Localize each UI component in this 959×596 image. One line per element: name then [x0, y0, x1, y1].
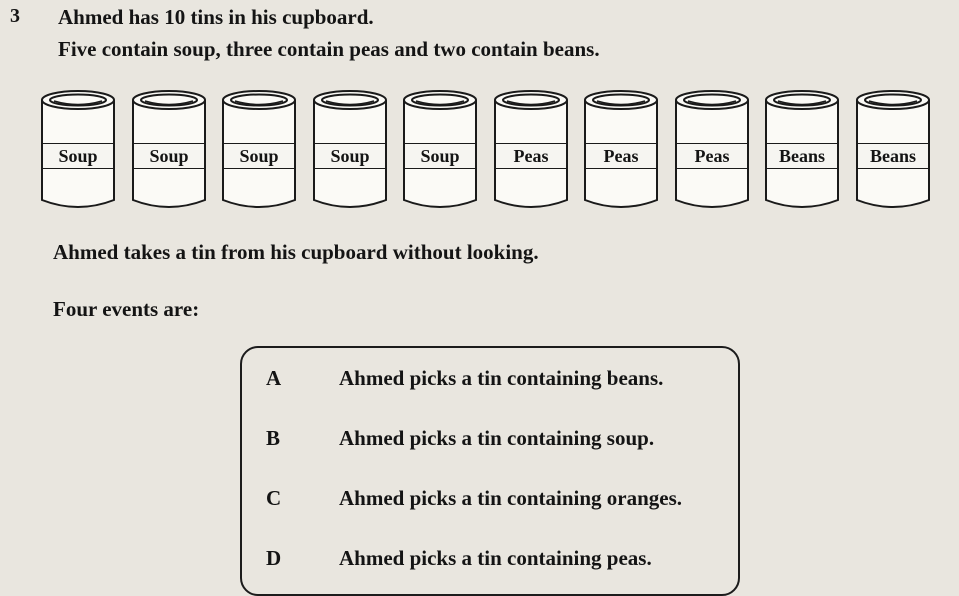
tin-can — [583, 88, 659, 212]
event-row-c — [242, 486, 742, 516]
event-text: Ahmed picks a tin containing peas. — [339, 546, 652, 570]
events-intro: Four events are: — [53, 297, 200, 321]
event-text: Ahmed picks a tin containing oranges. — [339, 486, 683, 510]
tin-label: Soup — [42, 143, 114, 169]
tin-label: Beans — [857, 143, 929, 169]
tin-can — [493, 88, 569, 212]
tin-can — [221, 88, 297, 212]
tin-label: Soup — [223, 143, 295, 169]
event-row-b — [242, 426, 742, 456]
event-letter: C — [266, 486, 282, 510]
event-row-a — [242, 366, 742, 396]
question-stem-line-1: Ahmed has 10 tins in his cupboard. — [58, 5, 374, 29]
event-letter: D — [266, 546, 282, 570]
tin-label: Soup — [314, 143, 386, 169]
event-letter: B — [266, 426, 281, 450]
tin-label: Beans — [766, 143, 838, 169]
tin-can — [674, 88, 750, 212]
tin-label: Peas — [676, 143, 748, 169]
tin-label: Peas — [495, 143, 567, 169]
tin-label: Soup — [133, 143, 205, 169]
tin-can — [855, 88, 931, 212]
event-text: Ahmed picks a tin containing beans. — [339, 366, 664, 390]
events-box — [240, 346, 740, 596]
tin-can — [131, 88, 207, 212]
event-text: Ahmed picks a tin containing soup. — [339, 426, 655, 450]
event-row-d — [242, 546, 742, 576]
prompt-text: Ahmed takes a tin from his cupboard without looking. — [53, 240, 539, 264]
tin-can — [402, 88, 478, 212]
tin-label: Soup — [404, 143, 476, 169]
tin-can — [40, 88, 116, 212]
event-letter: A — [266, 366, 282, 390]
question-stem-line-2: Five contain soup, three contain peas and two contain beans. — [58, 37, 600, 61]
question-number: 3 — [10, 5, 20, 27]
tin-can — [312, 88, 388, 212]
tin-can — [764, 88, 840, 212]
tin-label: Peas — [585, 143, 657, 169]
